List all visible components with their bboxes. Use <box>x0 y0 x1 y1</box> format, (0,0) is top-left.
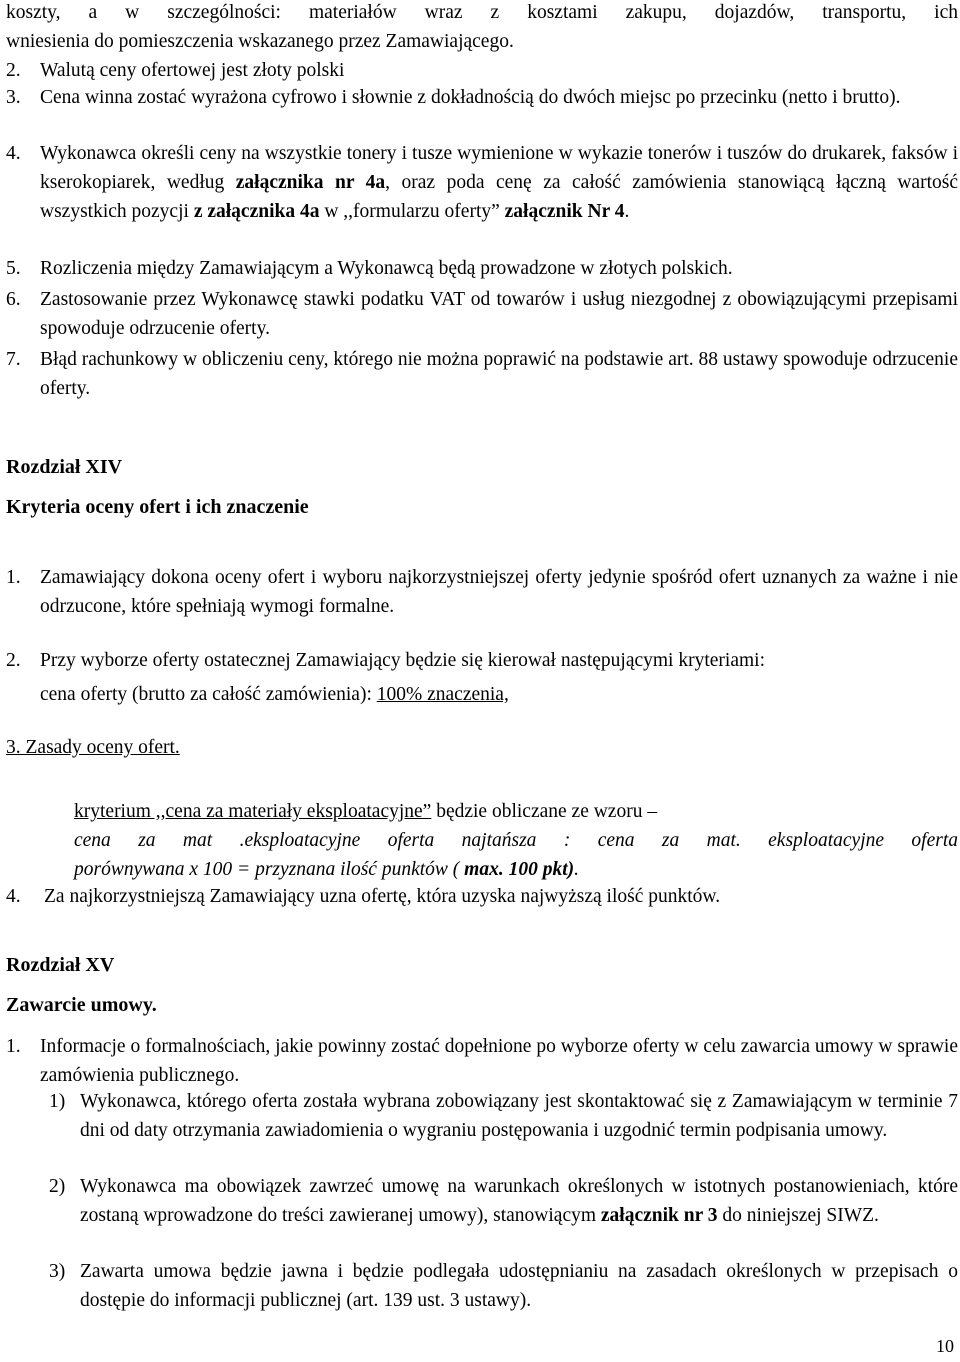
chapter-15-heading: Rozdział XV <box>6 954 115 976</box>
list-item-3: 3. Cena winna zostać wyrażona cyfrowo i słownie z dokładnością do dwóch miejsc po przecinku (netto i brutto). <box>6 87 901 108</box>
formula: cena za mat .eksploatacyjne oferta najtańsza : cena za mat. eksploatacyjne oferta porównywana x 100 = przyznana ilość punktów ( max. 100 pkt). <box>74 830 958 880</box>
ch14-item-3: 3. Zasady oceny ofert. <box>6 737 180 758</box>
ch14-item-2: 2. Przy wyborze oferty ostatecznej Zamawiający będzie się kierował następującymi kryteriami: <box>6 650 765 671</box>
list-item-2: 2. Walutą ceny ofertowej jest złoty polski <box>6 60 345 81</box>
ch15-subitem-2: 2) Wykonawca ma obowiązek zawrzeć umowę na warunkach określonych w istotnych postanowieniach, które zostaną wprowadzone do treści zawieranej umowy), stanowiącym załącznik nr 3 do niniejszej SIWZ. <box>49 1176 958 1226</box>
criterion-line: cena oferty (brutto za całość zamówienia): 100% znaczenia, <box>40 684 509 705</box>
list-item-4: 4. Wykonawca określi ceny na wszystkie tonery i tusze wymienione w wykazie tonerów i tuszów do drukarek, faksów i kserokopiarek, według załącznika nr 4a, oraz poda cenę za całość zamówienia stanowiącą łączną wartość wszystkich pozycji z załącznika 4a w ,,formularzu oferty” załącznik Nr 4. <box>6 143 958 222</box>
ch15-item-1: 1. Informacje o formalnościach, jakie powinny zostać dopełnione po wyborze oferty w celu zawarcia umowy w sprawie zamówienia publicznego. <box>6 1036 958 1086</box>
list-item-7: 7. Błąd rachunkowy w obliczeniu ceny, którego nie można poprawić na podstawie art. 88 ustawy spowoduje odrzucenie oferty. <box>6 349 958 399</box>
chapter-14-title: Kryteria oceny ofert i ich znaczenie <box>6 496 309 518</box>
list-item-6: 6. Zastosowanie przez Wykonawcę stawki podatku VAT od towarów i usług niezgodnej z obowiązującymi przepisami spowoduje odrzucenie oferty. <box>6 289 958 339</box>
page-number: 10 <box>936 1336 954 1356</box>
criterion-weight: 100% znaczenia, <box>376 684 509 705</box>
chapter-15-title: Zawarcie umowy. <box>6 994 157 1016</box>
ch15-subitem-3: 3) Zawarta umowa będzie jawna i będzie podlegała udostępnianiu na zasadach określonych w przepisach o dostępie do informacji publicznej (art. 139 ust. 3 ustawy). <box>49 1261 958 1311</box>
list-item-5: 5. Rozliczenia między Zamawiającym a Wykonawcą będą prowadzone w złotych polskich. <box>6 258 733 279</box>
ch14-item-1: 1. Zamawiający dokona oceny ofert i wyboru najkorzystniejszej oferty jedynie spośród ofert uznanych za ważne i nie odrzucone, które spełniają wymogi formalne. <box>6 567 958 617</box>
formula-intro: kryterium ,,cena za materiały eksploatacyjne” będzie obliczane ze wzoru – <box>74 801 658 822</box>
chapter-14-heading: Rozdział XIV <box>6 456 123 478</box>
ch15-subitem-1: 1) Wykonawca, którego oferta została wybrana zobowiązany jest skontaktować się z Zamawiającym w terminie 7 dni od daty otrzymania zawiadomienia o wygraniu postępowania i uzgodnić termin podpisania umowy. <box>49 1091 958 1141</box>
item-continuation: koszty, a w szczególności: materiałów wraz z kosztami zakupu, dojazdów, transportu, ich wniesienia do pomieszczenia wskazanego przez Zamawiającego. <box>6 2 958 52</box>
ch14-item-4: 4. Za najkorzystniejszą Zamawiający uzna ofertę, która uzyska najwyższą ilość punktów. <box>6 886 721 907</box>
